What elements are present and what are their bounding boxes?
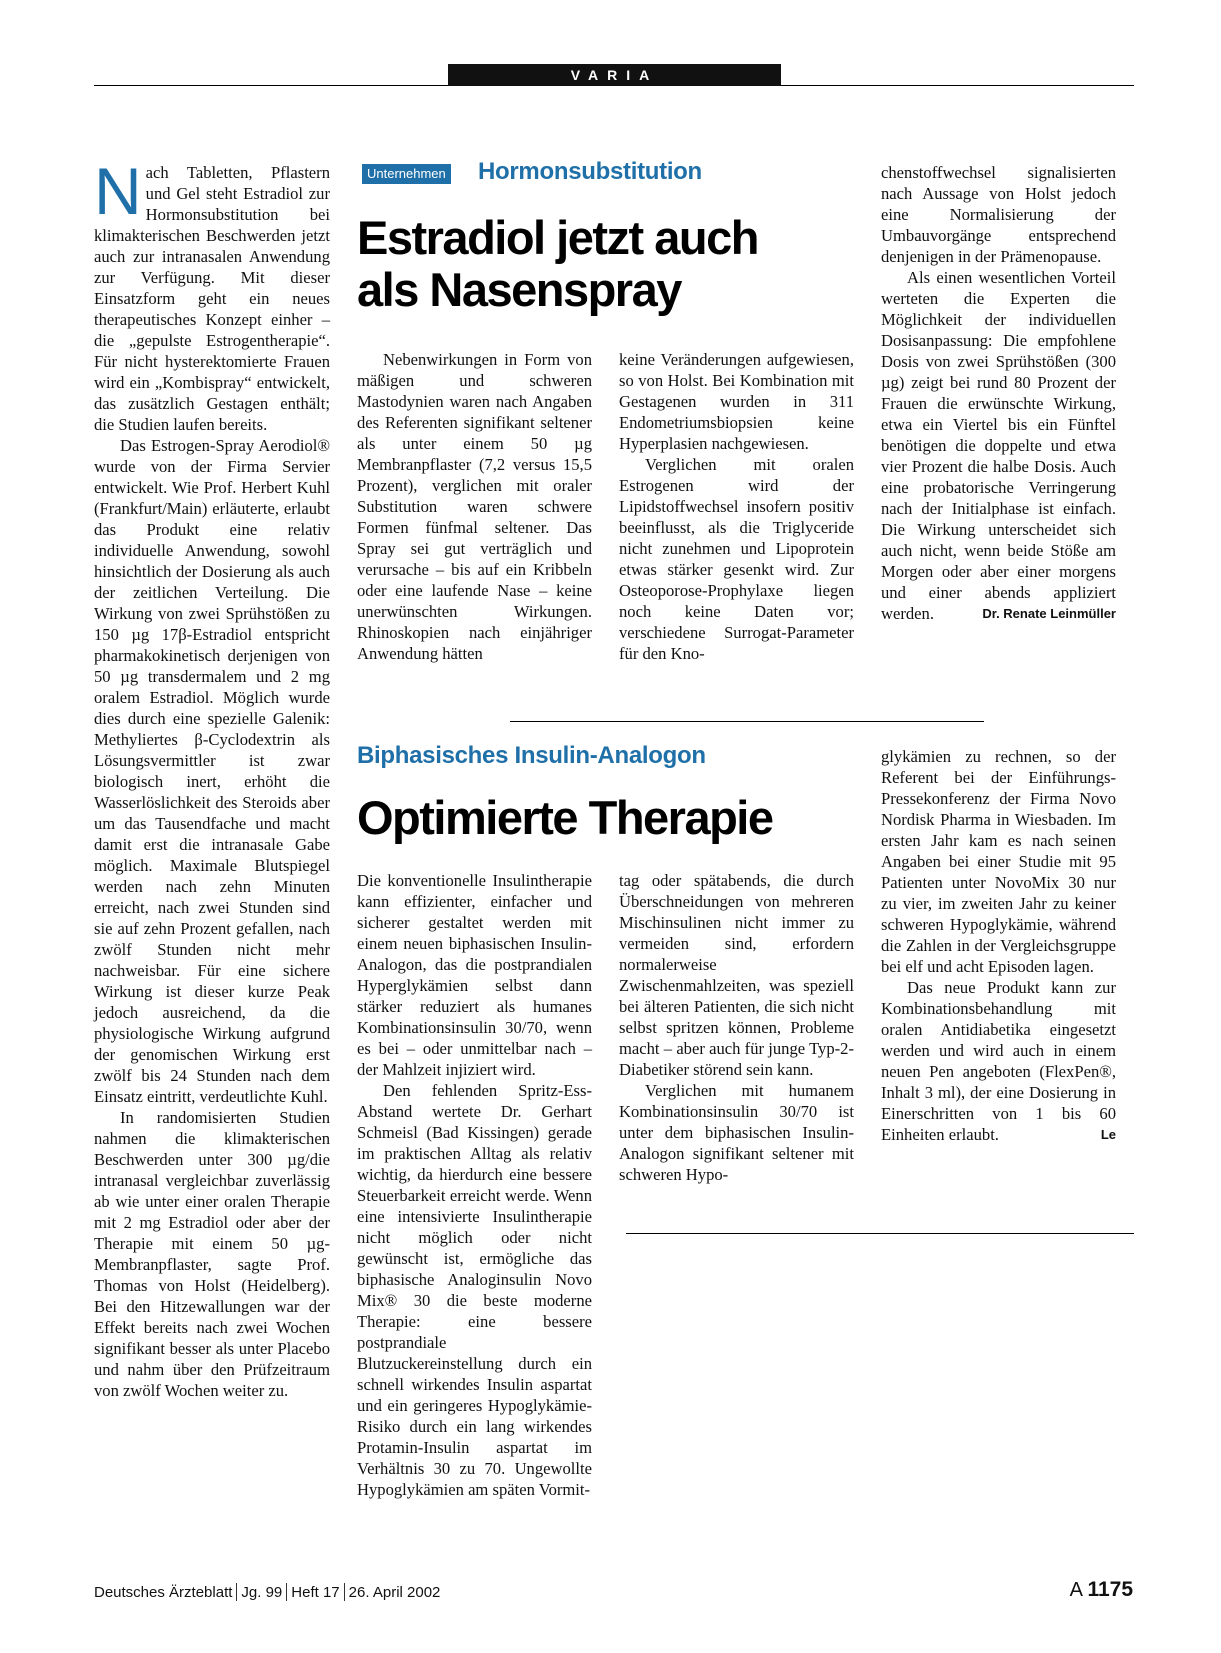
rubric-badge: Unternehmen bbox=[362, 164, 451, 184]
article1-author: Dr. Renate Leinmüller bbox=[982, 606, 1116, 621]
article1-column-c: chenstoffwechsel signalisierten nach Aussage von Holst jedoch eine Normalisierung der Umbauvorgänge entsprechend denjenigen in der Prämenopause. Als einen wesentlichen Vorteil werteten die Experten die Möglichkeit der individuellen Dosisanpassung: Die empfohlene Dosis von zwei Sprühstößen (300 µg) zeigt bei rund 80 Prozent der Frauen die erwünschte Wirkung, etwa ein Viertel bis ein Fünftel benötigen die doppelte und etwa vier Prozent die halbe Dosis. Auch eine probatorische Verringerung nach der Initialphase ist einfach. Die Wirkung unterscheidet sich auch nicht, wenn beide Stöße am Morgen oder aber einer morgens und einer abends appliziert werden. Dr. Renate Leinmüller bbox=[881, 163, 1116, 623]
article1-headline: Estradiol jetzt auch als Nasenspray bbox=[357, 211, 758, 316]
footer-separator bbox=[286, 1583, 287, 1601]
footer-issue: Heft 17 bbox=[291, 1584, 340, 1601]
article2-last-paragraph: Das neue Produkt kann zur Kombinationsbehandlung mit oralen Antidiabetika eingesetzt werden und wird auch in einem neuen Pen angeboten (FlexPen®, Inhalt 3 ml), der eine Dosierung in Einerschritten von 1 bis 60 Einheiten erlaubt. Le bbox=[881, 978, 1116, 1144]
section-header: VARIA bbox=[448, 64, 781, 86]
article1-column-a: Nebenwirkungen in Form von mäßigen und schweren Mastodynien waren nach Angaben des Referenten signifikant seltener als unter einem 50 µg Membranpflaster (7,2 versus 15,5 Prozent), verglichen mit oraler Substitution waren schwere Formen fünfmal seltener. Das Spray sei gut verträglich und verursache – bis auf ein Kribbeln oder eine laufende Nase – keine unerwünschten Wirkungen. Rhinoskopien nach einjähriger Anwendung hätten bbox=[357, 350, 592, 663]
footer-citation bbox=[94, 1583, 440, 1601]
left-column bbox=[94, 154, 330, 1401]
article1-last-paragraph: Als einen wesentlichen Vorteil werteten die Experten die Möglichkeit der individuellen Dosisanpassung: Die empfohlene Dosis von zwei Sprühstößen (300 µg) zeigt bei rund 80 Prozent der Frauen die erwünschte Wirkung, etwa ein Viertel bis ein Fünftel benötigen die doppelte und etwa vier Prozent die halbe Dosis. Auch eine probatorische Verringerung nach der Initialphase ist einfach. Die Wirkung unterscheidet sich auch nicht, wenn beide Stöße am Morgen oder aber einer morgens und einer abends appliziert werden. Dr. Renate Leinmüller bbox=[881, 268, 1116, 623]
article-divider bbox=[510, 721, 984, 722]
page-prefix: A bbox=[1069, 1579, 1082, 1601]
page-number bbox=[1070, 1578, 1133, 1602]
footer-separator bbox=[236, 1583, 237, 1601]
article2-headline: Optimierte Therapie bbox=[357, 791, 773, 844]
left-paragraph-1: Nach Tabletten, Pflastern und Gel steht Estradiol zur Hormonsubstitution bei klimakterischen Beschwerden jetzt auch zur intranasalen Anwendung zur Verfügung. Mit dieser Einsatzform geht ein neues therapeutisches Konzept einher – die „gepulste Estrogentherapie“. Für nicht hysterektomierte Frauen wird ein „Kombispray“ entwickelt, das zusätzlich Gestagen enthält; die Studien laufen bereits. bbox=[94, 154, 330, 434]
footer-volume: Jg. 99 bbox=[241, 1584, 283, 1601]
article2-kicker: Biphasisches Insulin-Analogon bbox=[357, 742, 706, 769]
page-number-value: 1175 bbox=[1087, 1578, 1133, 1601]
footer-date: 26. April 2002 bbox=[348, 1584, 441, 1601]
article1-kicker: Hormonsubstitution bbox=[478, 158, 702, 185]
article2-column-b: tag oder spätabends, die durch Überschneidungen von mehreren Mischinsulinen nicht immer zu vermeiden sind, erfordern normalerweise Zwischenmahlzeiten, was speziell bei älteren Patienten, die sich nicht selbst spritzen können, Probleme macht – aber auch für junge Typ-2-Diabetiker störend sein kann. Verglichen mit humanem Kombinationsinsulin 30/70 ist unter dem biphasischen Insulin-Analogon signifikant seltener mit schweren Hypo- bbox=[619, 871, 854, 1184]
article2-column-c: glykämien zu rechnen, so der Referent bei der Einführungs-Pressekonferenz der Firma Novo Nordisk Pharma in Wiesbaden. Im ersten Jahr kam es nach seinen Angaben bei einer Studie mit 95 Patienten unter NovoMix 30 nur zu vier, im zweiten Jahr zu keiner schweren Hypoglykämie, während die Zahlen in der Vergleichsgruppe bei elf und acht Episoden lagen. Das neue Produkt kann zur Kombinationsbehandlung mit oralen Antidiabetika eingesetzt werden und wird auch in einem neuen Pen angeboten (FlexPen®, Inhalt 3 ml), der eine Dosierung in Einerschritten von 1 bis 60 Einheiten erlaubt. Le bbox=[881, 747, 1116, 1144]
article2-column-a: Die konventionelle Insulintherapie kann effizienter, einfacher und sicherer gestaltet werden mit einem neuen biphasischen Insulin-Analogon, das die postprandialen Hyperglykämien selbst dann stärker reduziert als humanes Kombinationsinsulin 30/70, wenn es bei – oder unmittelbar nach – der Mahlzeit injiziert wird. Den fehlenden Spritz-Ess-Abstand wertete Dr. Gerhart Schmeisl (Bad Kissingen) gerade im praktischen Alltag als relativ wichtig, da hierdurch eine bessere Steuerbarkeit erreicht werde. Wenn eine intensivierte Insulintherapie nicht möglich oder nicht gewünscht ist, ermögliche das biphasische Analoginsulin Novo Mix® 30 die beste moderne Therapie: eine bessere postprandiale Blutzuckereinstellung durch ein schnell wirkendes Insulin aspartat und ein geringeres Hypoglykämie-Risiko durch ein lang wirkendes Protamin-Insulin aspartat im Verhältnis 30 zu 70. Ungewollte Hypoglykämien am späten Vormit- bbox=[357, 871, 592, 1499]
left-paragraph-3: In randomisierten Studien nahmen die klimakterischen Beschwerden unter 300 µg/die intranasal vergleichbar zuverlässig ab wie unter einer oralen Therapie mit 2 mg Estradiol oder aber der Therapie mit einem 50 µg-Membranpflaster, sagte Prof. Thomas von Holst (Heidelberg). Bei den Hitzewallungen war der Effekt bereits nach zwei Wochen signifikant besser als unter Placebo und nahm über den Prüfzeitraum von zwölf Wochen weiter zu. bbox=[94, 1108, 330, 1400]
drop-cap: N bbox=[94, 154, 142, 228]
left-paragraph-2: Das Estrogen-Spray Aerodiol® wurde von der Firma Servier entwickelt. Wie Prof. Herbert Kuhl (Frankfurt/Main) erläuterte, erlaubt das Produkt eine relativ individuelle Anwendung, sowohl hinsichtlich der Dosierung als auch der zeitlichen Verteilung. Die Wirkung von zwei Sprühstößen zu 150 µg 17β-Estradiol entspricht pharmakokinetisch derjenigen von 50 µg transdermalem und 2 mg oralem Estradiol. Möglich wurde dies durch eine spezielle Galenik: Methyliertes β-Cyclodextrin als Lösungsvermittler ist zwar biologisch inert, erhöht die Wasserlöslichkeit des Steroids aber um das Tausendfache und macht damit erst die intranasale Gabe möglich. Maximale Blutspiegel werden nach zehn Minuten erreicht, nach zwei Stunden sind sie auf zehn Prozent gefallen, nach zwölf Stunden nicht mehr nachweisbar. Für eine sichere Wirkung ist dieser kurze Peak jedoch ausreichend, da die physiologische Wirkung aufgrund der genomischen Wirkung erst zwölf bis 24 Stunden nach dem Einsatz eintritt, verdeutlichte Kuhl. bbox=[94, 436, 330, 1106]
footer-separator bbox=[344, 1583, 345, 1601]
footer-journal: Deutsches Ärzteblatt bbox=[94, 1584, 233, 1601]
bottom-rule bbox=[626, 1233, 1134, 1234]
article1-column-b: keine Veränderungen aufgewiesen, so von Holst. Bei Kombination mit Gestagenen wurden in 311 Endometriumsbiopsien keine Hyperplasien nachgewiesen. Verglichen mit oralen Estrogenen wird der Lipidstoffwechsel insofern positiv beeinflusst, als die Triglyceride nicht zunehmen und Lipoprotein etwas stärker gesenkt wird. Zur Osteoporose-Prophylaxe liegen noch keine Daten vor; verschiedene Surrogat-Parameter für den Kno- bbox=[619, 350, 854, 663]
article2-author: Le bbox=[1100, 1127, 1116, 1142]
